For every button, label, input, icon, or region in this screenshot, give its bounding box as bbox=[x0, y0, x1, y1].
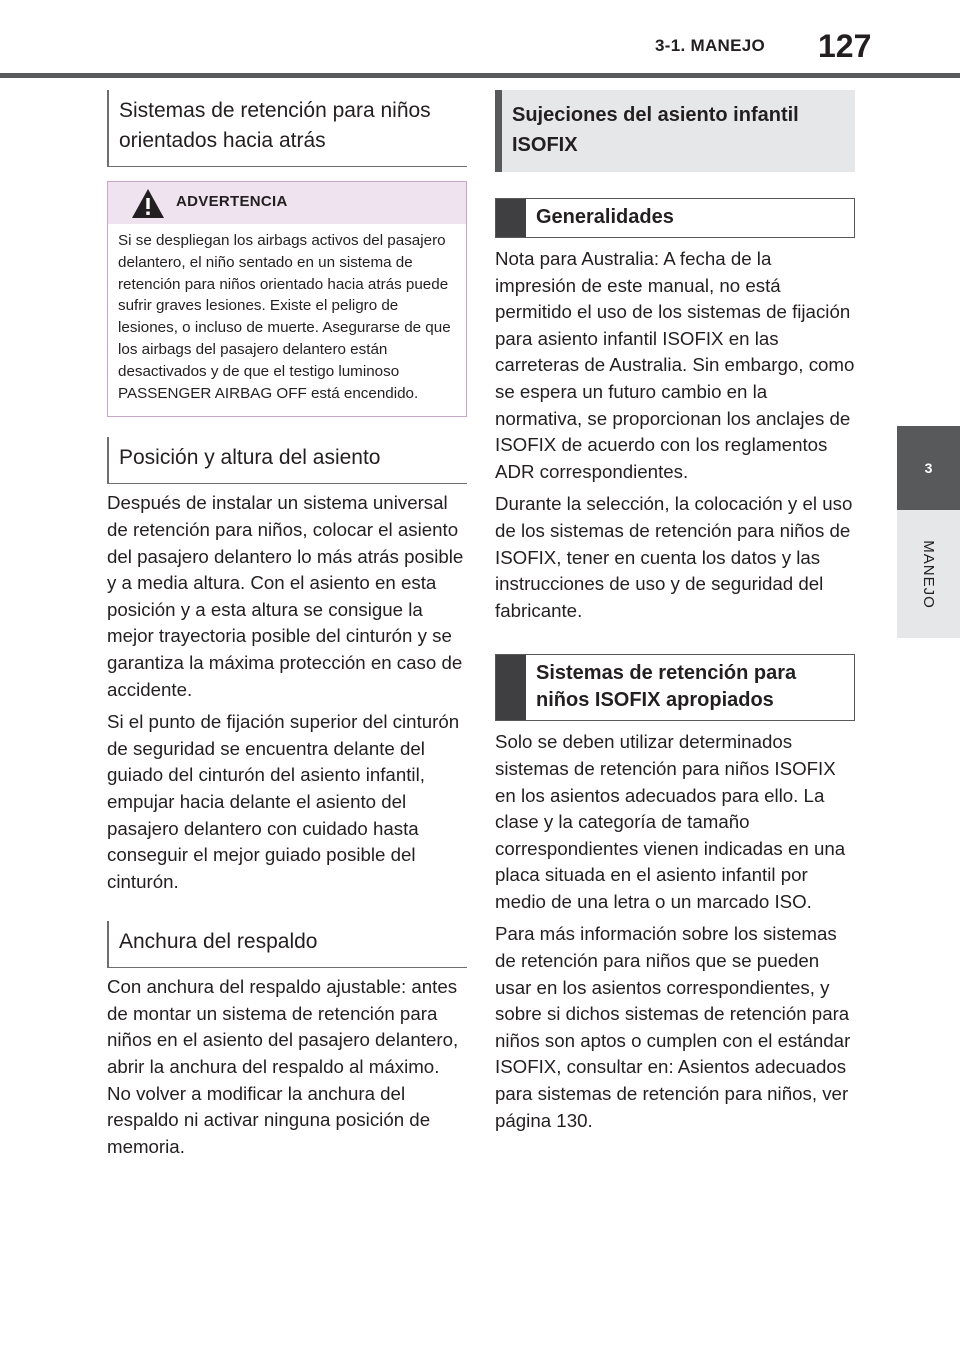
header-rule bbox=[0, 73, 960, 78]
heading-backrest: Anchura del respaldo bbox=[107, 921, 467, 968]
paragraph: Después de instalar un sistema universal de retención para niños, colocar el asiento del pasajero delantero lo más atrás posible y a media altura. Con el asiento en esta posición y a esta altura se consigue la mejor trayectoria posible del cinturón y se garantiza la máxima protección en caso de accidente. bbox=[107, 492, 464, 700]
warning-title: ADVERTENCIA bbox=[176, 193, 288, 210]
heading-rear-facing: Sistemas de retención para niños orientados hacia atrás bbox=[107, 90, 467, 167]
heading-accent-bar bbox=[495, 90, 502, 172]
chapter-label-tab bbox=[897, 510, 960, 638]
warning-header bbox=[108, 182, 466, 224]
chapter-number: 3 bbox=[924, 460, 933, 476]
heading-seat-position: Posición y altura del asiento bbox=[107, 437, 467, 484]
warning-box bbox=[107, 181, 467, 417]
section-heading-text: Sujeciones del asiento infantil ISOFIX bbox=[512, 104, 799, 156]
warning-text: Si se despliegan los airbags activos del pasajero delantero, el niño sentado en un sistema de retención para niños orientado hacia atrás puede sufrir graves lesiones. Existe el peligro de lesiones, o incluso de muerte. Asegurarse de que los airbags del pasajero delantero están desactivados y de que el testigo luminoso PASSENGER AIRBAG OFF está encendido. bbox=[118, 232, 451, 402]
paragraph: Para más información sobre los sistemas de retención para niños que se pueden usar en los asientos correspondientes, y sobre si dichos sistemas de retención para niños son aptos o cumplen con el estándar ISOFIX, consultar en: Asientos adecuados para sistemas de retención para niños, ver página 130. bbox=[495, 923, 851, 1131]
chapter-tab[interactable] bbox=[897, 426, 960, 510]
heading-suitable-text: Sistemas de retención para niños ISOFIX apropiados bbox=[536, 662, 797, 712]
paragraph: Solo se deben utilizar determinados sistemas de retención para niños ISOFIX en los asientos adecuados para ello. La clase y la categoría de tamaño correspondientes vienen indicadas en una placa situada en el asiento infantil por medio de una letra o un marcado ISO. bbox=[495, 731, 846, 912]
backrest-text bbox=[107, 974, 467, 1160]
paragraph: Nota para Australia: A fecha de la impresión de este manual, no está permitido el uso de los sistemas de fijación para asiento infantil ISOFIX en las carreteras de Australia. Sin embargo, como se espera un futuro cambio en la normativa, se proporcionan los anclajes de ISOFIX de acuerdo con los reglamentos ADR correspondientes. bbox=[495, 248, 855, 482]
right-column bbox=[495, 90, 855, 1134]
heading-general bbox=[495, 198, 855, 238]
paragraph: Durante la selección, la colocación y el uso de los sistemas de retención para niños de ISOFIX, tener en cuenta los datos y las instrucciones de uso y de seguridad del fabricante. bbox=[495, 493, 853, 621]
seat-position-text bbox=[107, 490, 467, 895]
heading-accent-bar bbox=[496, 199, 526, 237]
section-heading-isofix bbox=[495, 90, 855, 172]
suitable-text bbox=[495, 729, 855, 1134]
heading-suitable bbox=[495, 654, 855, 721]
page-number: 127 bbox=[818, 28, 872, 64]
heading-accent-bar bbox=[496, 655, 526, 720]
paragraph: Si el punto de fijación superior del cinturón de seguridad se encuentra delante del guiado del cinturón del asiento infantil, empujar hacia delante el asiento del pasajero delantero con cuidado hasta conseguir el mejor guiado posible del cinturón. bbox=[107, 711, 460, 892]
general-text bbox=[495, 246, 855, 624]
heading-general-text: Generalidades bbox=[536, 206, 674, 228]
left-column bbox=[107, 90, 467, 1160]
paragraph: Con anchura del respaldo ajustable: antes de montar un sistema de retención para niños en el asiento del pasajero delantero, abrir la anchura del respaldo al máximo. No volver a modificar la anchura del respaldo ni activar ninguna posición de memoria. bbox=[107, 976, 459, 1157]
header-section-title: 3-1. MANEJO bbox=[655, 36, 766, 55]
chapter-label: MANEJO bbox=[920, 539, 938, 609]
warning-triangle-icon bbox=[131, 188, 165, 219]
